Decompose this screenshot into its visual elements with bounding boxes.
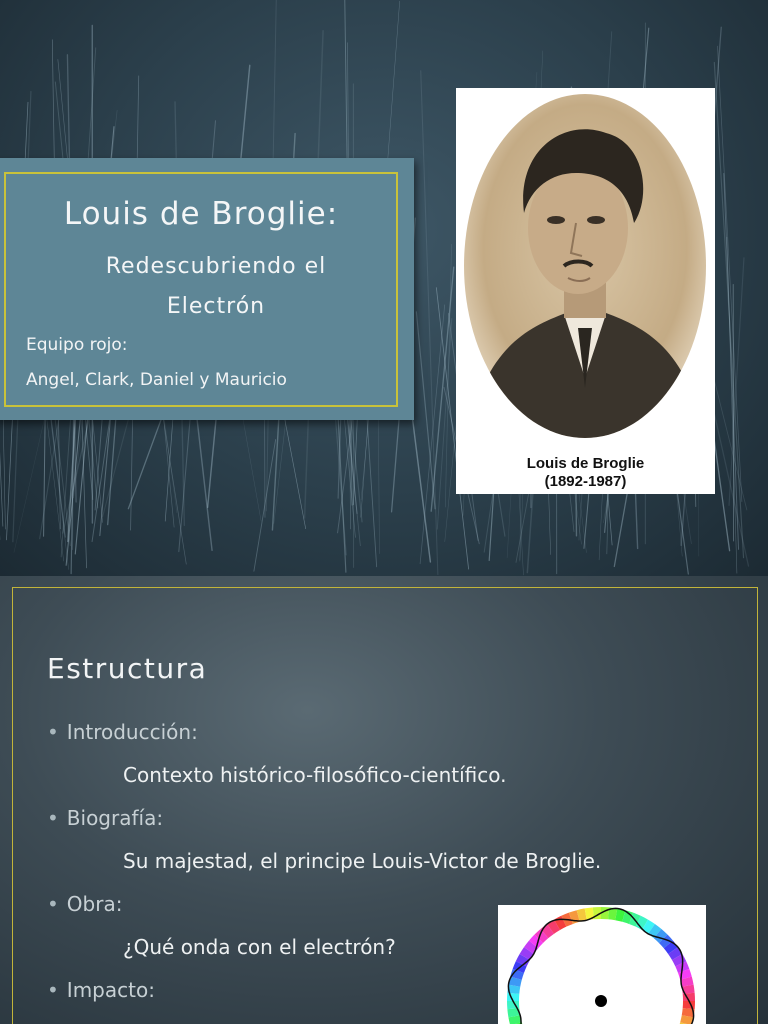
subtitle-line-2: Electrón bbox=[166, 294, 266, 319]
presentation-title: Louis de Broglie: bbox=[63, 196, 339, 232]
bullet-obra bbox=[47, 892, 122, 916]
portrait-image bbox=[456, 88, 715, 494]
ring-segment bbox=[638, 921, 645, 925]
ring-segment bbox=[514, 1016, 516, 1023]
background-streak bbox=[714, 62, 743, 557]
title-box bbox=[0, 158, 414, 420]
ring-segment bbox=[514, 978, 516, 985]
standing-wave-figure bbox=[498, 905, 706, 1024]
bullet-label: Obra: bbox=[66, 892, 123, 916]
bullet-icon: • bbox=[47, 806, 59, 830]
ring-segment bbox=[645, 925, 651, 929]
background-streak bbox=[46, 412, 64, 561]
ring-segment bbox=[521, 957, 525, 964]
ring-segment bbox=[557, 921, 564, 925]
background-streak bbox=[421, 71, 438, 575]
bullet-icon: • bbox=[47, 892, 59, 916]
bullet-icon: • bbox=[47, 978, 59, 1002]
bullet-label: Impacto: bbox=[66, 978, 155, 1002]
ring-segment bbox=[544, 929, 550, 934]
ring-segment bbox=[686, 978, 688, 985]
bullet-detail: ¿Qué onda con el electrón? bbox=[123, 935, 396, 959]
ring-segment bbox=[578, 914, 585, 916]
ring-segment bbox=[624, 916, 631, 918]
ring-segment bbox=[673, 951, 677, 957]
ring-segment bbox=[688, 1009, 689, 1017]
team-members: Angel, Clark, Daniel y Mauricio bbox=[26, 370, 287, 390]
structure-slide bbox=[0, 576, 768, 1024]
ring-segment bbox=[516, 971, 518, 978]
bullet-impacto bbox=[47, 978, 155, 1002]
slide-title: Estructura bbox=[47, 652, 208, 685]
ring-segment bbox=[651, 929, 657, 934]
bullet-introduccion bbox=[47, 720, 198, 744]
background-streak bbox=[724, 173, 739, 549]
bullet-biografia bbox=[47, 806, 163, 830]
ring-segment bbox=[529, 944, 534, 950]
ring-segment bbox=[571, 916, 578, 918]
portrait-photo bbox=[456, 88, 715, 494]
bullet-label: Introducción: bbox=[66, 720, 198, 744]
ring-segment bbox=[609, 913, 617, 914]
background-streak bbox=[713, 430, 730, 551]
bullet-icon: • bbox=[47, 720, 59, 744]
background-streak bbox=[717, 46, 741, 501]
ring-segment bbox=[616, 914, 623, 916]
ring-segment bbox=[688, 986, 689, 994]
ring-segment bbox=[513, 1009, 514, 1017]
ring-segment bbox=[513, 986, 514, 994]
ring-segment bbox=[677, 957, 681, 964]
background-streak bbox=[420, 305, 445, 564]
team-label: Equipo rojo: bbox=[26, 335, 128, 355]
background-streak bbox=[378, 412, 379, 554]
ring-segment bbox=[551, 925, 557, 929]
bullet-detail: Contexto histórico-filosófico-científico. bbox=[123, 763, 507, 787]
bullet-label: Biografía: bbox=[66, 806, 164, 830]
ring-segment bbox=[668, 944, 673, 950]
portrait-caption-name: Louis de Broglie bbox=[526, 455, 645, 472]
portrait-caption-years: (1892-1987) bbox=[544, 473, 627, 490]
standing-wave-orbit-icon bbox=[498, 905, 706, 1024]
title-box-border bbox=[4, 172, 398, 407]
ring-segment bbox=[525, 951, 529, 957]
bullet-detail: Su majestad, el principe Louis-Victor de Broglie. bbox=[123, 849, 602, 873]
ring-segment bbox=[586, 913, 594, 914]
presentation-subtitle bbox=[46, 247, 386, 327]
ring-segment bbox=[684, 971, 686, 978]
ring-segment bbox=[686, 1016, 688, 1023]
subtitle-line-1: Redescubriendo el bbox=[105, 254, 327, 279]
